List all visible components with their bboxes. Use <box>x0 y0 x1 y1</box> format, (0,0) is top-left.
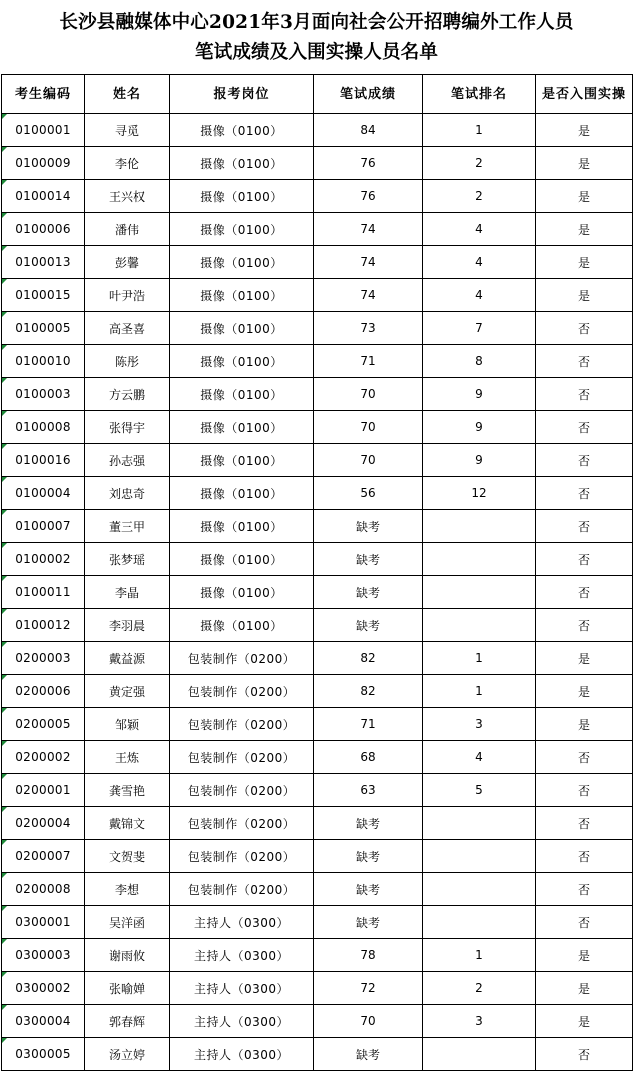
cell-comment-marker <box>2 312 7 317</box>
cell-written-score: 76 <box>314 147 423 180</box>
cell-position: 摄像（0100） <box>170 213 314 246</box>
cell-position: 摄像（0100） <box>170 444 314 477</box>
cell-exam-code <box>2 642 85 675</box>
cell-written-rank: 1 <box>423 675 536 708</box>
exam-code-text: 0100004 <box>15 486 71 500</box>
cell-position: 摄像（0100） <box>170 345 314 378</box>
cell-comment-marker <box>2 114 7 119</box>
cell-position: 摄像（0100） <box>170 477 314 510</box>
cell-written-rank: 2 <box>423 972 536 1005</box>
cell-exam-code <box>2 939 85 972</box>
cell-written-rank: 3 <box>423 708 536 741</box>
cell-exam-code <box>2 411 85 444</box>
exam-code-text: 0100009 <box>15 156 71 170</box>
cell-written-rank <box>423 807 536 840</box>
cell-written-rank: 9 <box>423 378 536 411</box>
cell-shortlisted: 是 <box>536 972 633 1005</box>
cell-exam-code <box>2 543 85 576</box>
results-table <box>1 74 633 1071</box>
cell-name: 郭春辉 <box>85 1005 170 1038</box>
cell-shortlisted: 否 <box>536 609 633 642</box>
cell-position: 摄像（0100） <box>170 609 314 642</box>
cell-exam-code <box>2 774 85 807</box>
cell-shortlisted: 否 <box>536 477 633 510</box>
cell-comment-marker <box>2 642 7 647</box>
table-row <box>2 609 633 642</box>
cell-shortlisted: 否 <box>536 906 633 939</box>
cell-position: 包装制作（0200） <box>170 675 314 708</box>
cell-comment-marker <box>2 444 7 449</box>
cell-shortlisted: 是 <box>536 180 633 213</box>
cell-written-score: 56 <box>314 477 423 510</box>
exam-code-text: 0100002 <box>15 552 71 566</box>
cell-written-score: 71 <box>314 708 423 741</box>
cell-comment-marker <box>2 213 7 218</box>
cell-shortlisted: 否 <box>536 741 633 774</box>
exam-code-text: 0200007 <box>15 849 71 863</box>
cell-written-rank: 4 <box>423 741 536 774</box>
cell-name: 张喻婵 <box>85 972 170 1005</box>
cell-name: 叶尹浩 <box>85 279 170 312</box>
cell-position: 包装制作（0200） <box>170 741 314 774</box>
exam-code-text: 0300003 <box>15 948 71 962</box>
header-written-rank: 笔试排名 <box>423 75 536 114</box>
cell-comment-marker <box>2 378 7 383</box>
cell-exam-code <box>2 246 85 279</box>
table-row <box>2 477 633 510</box>
cell-name: 董三甲 <box>85 510 170 543</box>
exam-code-text: 0300002 <box>15 981 71 995</box>
cell-written-score: 缺考 <box>314 609 423 642</box>
table-row <box>2 378 633 411</box>
cell-exam-code <box>2 147 85 180</box>
cell-written-score: 缺考 <box>314 807 423 840</box>
exam-code-text: 0300005 <box>15 1047 71 1061</box>
cell-written-score: 78 <box>314 939 423 972</box>
cell-exam-code <box>2 378 85 411</box>
cell-name: 戴益源 <box>85 642 170 675</box>
exam-code-text: 0100005 <box>15 321 71 335</box>
cell-comment-marker <box>2 708 7 713</box>
cell-exam-code <box>2 609 85 642</box>
exam-code-text: 0200001 <box>15 783 71 797</box>
cell-written-rank: 2 <box>423 180 536 213</box>
cell-written-score: 73 <box>314 312 423 345</box>
cell-name: 龚雪艳 <box>85 774 170 807</box>
cell-name: 张梦瑶 <box>85 543 170 576</box>
cell-comment-marker <box>2 279 7 284</box>
cell-position: 包装制作（0200） <box>170 840 314 873</box>
cell-written-score: 缺考 <box>314 906 423 939</box>
table-row <box>2 345 633 378</box>
table-row <box>2 510 633 543</box>
cell-exam-code <box>2 873 85 906</box>
cell-name: 寻觅 <box>85 114 170 147</box>
cell-comment-marker <box>2 972 7 977</box>
cell-comment-marker <box>2 774 7 779</box>
table-row <box>2 906 633 939</box>
table-row <box>2 246 633 279</box>
cell-position: 主持人（0300） <box>170 1038 314 1071</box>
cell-shortlisted: 否 <box>536 411 633 444</box>
cell-position: 摄像（0100） <box>170 411 314 444</box>
cell-position: 主持人（0300） <box>170 972 314 1005</box>
table-row <box>2 312 633 345</box>
cell-exam-code <box>2 213 85 246</box>
cell-exam-code <box>2 741 85 774</box>
cell-position: 摄像（0100） <box>170 312 314 345</box>
table-row <box>2 576 633 609</box>
table-row <box>2 543 633 576</box>
cell-shortlisted: 是 <box>536 675 633 708</box>
cell-shortlisted: 否 <box>536 807 633 840</box>
cell-name: 李晶 <box>85 576 170 609</box>
cell-shortlisted: 否 <box>536 444 633 477</box>
cell-comment-marker <box>2 345 7 350</box>
cell-name: 谢雨攸 <box>85 939 170 972</box>
cell-shortlisted: 是 <box>536 939 633 972</box>
cell-written-rank: 1 <box>423 939 536 972</box>
cell-shortlisted: 是 <box>536 147 633 180</box>
cell-written-score: 70 <box>314 1005 423 1038</box>
table-row <box>2 675 633 708</box>
cell-written-score: 缺考 <box>314 510 423 543</box>
cell-position: 摄像（0100） <box>170 543 314 576</box>
cell-exam-code <box>2 279 85 312</box>
exam-code-text: 0200006 <box>15 684 71 698</box>
cell-shortlisted: 是 <box>536 642 633 675</box>
exam-code-text: 0200003 <box>15 651 71 665</box>
cell-written-rank: 9 <box>423 444 536 477</box>
exam-code-text: 0100006 <box>15 222 71 236</box>
exam-code-text: 0200002 <box>15 750 71 764</box>
cell-written-rank: 7 <box>423 312 536 345</box>
exam-code-text: 0200005 <box>15 717 71 731</box>
cell-position: 包装制作（0200） <box>170 807 314 840</box>
cell-shortlisted: 是 <box>536 246 633 279</box>
header-name: 姓名 <box>85 75 170 114</box>
cell-comment-marker <box>2 246 7 251</box>
table-row <box>2 774 633 807</box>
cell-comment-marker <box>2 1038 7 1043</box>
cell-comment-marker <box>2 147 7 152</box>
cell-position: 包装制作（0200） <box>170 708 314 741</box>
cell-written-rank <box>423 1038 536 1071</box>
cell-written-rank: 2 <box>423 147 536 180</box>
cell-written-score: 71 <box>314 345 423 378</box>
cell-shortlisted: 否 <box>536 840 633 873</box>
cell-comment-marker <box>2 939 7 944</box>
cell-shortlisted: 否 <box>536 345 633 378</box>
cell-shortlisted: 是 <box>536 1005 633 1038</box>
cell-name: 潘伟 <box>85 213 170 246</box>
cell-name: 张得宇 <box>85 411 170 444</box>
exam-code-text: 0100007 <box>15 519 71 533</box>
cell-written-rank <box>423 840 536 873</box>
cell-shortlisted: 是 <box>536 213 633 246</box>
cell-shortlisted: 是 <box>536 114 633 147</box>
cell-written-rank: 8 <box>423 345 536 378</box>
table-row <box>2 741 633 774</box>
cell-written-score: 74 <box>314 279 423 312</box>
table-row <box>2 279 633 312</box>
cell-name: 汤立婷 <box>85 1038 170 1071</box>
cell-shortlisted: 否 <box>536 378 633 411</box>
cell-name: 李伦 <box>85 147 170 180</box>
cell-exam-code <box>2 180 85 213</box>
exam-code-text: 0200008 <box>15 882 71 896</box>
table-row <box>2 807 633 840</box>
cell-written-score: 74 <box>314 246 423 279</box>
header-position: 报考岗位 <box>170 75 314 114</box>
table-row <box>2 1038 633 1071</box>
cell-comment-marker <box>2 675 7 680</box>
cell-name: 方云鹏 <box>85 378 170 411</box>
cell-exam-code <box>2 345 85 378</box>
table-row <box>2 840 633 873</box>
exam-code-text: 0100011 <box>15 585 71 599</box>
cell-position: 主持人（0300） <box>170 1005 314 1038</box>
cell-position: 包装制作（0200） <box>170 774 314 807</box>
table-row <box>2 114 633 147</box>
exam-code-text: 0100013 <box>15 255 71 269</box>
cell-written-rank <box>423 609 536 642</box>
cell-written-score: 缺考 <box>314 543 423 576</box>
cell-position: 摄像（0100） <box>170 147 314 180</box>
cell-shortlisted: 否 <box>536 873 633 906</box>
cell-exam-code <box>2 906 85 939</box>
cell-written-score: 缺考 <box>314 873 423 906</box>
exam-code-text: 0100015 <box>15 288 71 302</box>
cell-written-score: 63 <box>314 774 423 807</box>
exam-code-text: 0100010 <box>15 354 71 368</box>
exam-code-text: 0100001 <box>15 123 71 137</box>
exam-code-text: 0100012 <box>15 618 71 632</box>
cell-position: 摄像（0100） <box>170 180 314 213</box>
cell-name: 高圣喜 <box>85 312 170 345</box>
cell-shortlisted: 否 <box>536 774 633 807</box>
cell-written-rank: 12 <box>423 477 536 510</box>
cell-written-rank: 1 <box>423 642 536 675</box>
header-written-score: 笔试成绩 <box>314 75 423 114</box>
table-row <box>2 642 633 675</box>
table-row <box>2 708 633 741</box>
table-row <box>2 939 633 972</box>
exam-code-text: 0100003 <box>15 387 71 401</box>
exam-code-text: 0300004 <box>15 1014 71 1028</box>
cell-written-rank: 5 <box>423 774 536 807</box>
cell-written-score: 缺考 <box>314 576 423 609</box>
cell-name: 吴洋函 <box>85 906 170 939</box>
cell-comment-marker <box>2 807 7 812</box>
table-header-row <box>2 75 633 114</box>
exam-code-text: 0100014 <box>15 189 71 203</box>
cell-position: 摄像（0100） <box>170 378 314 411</box>
cell-written-score: 缺考 <box>314 1038 423 1071</box>
cell-shortlisted: 否 <box>536 576 633 609</box>
cell-exam-code <box>2 708 85 741</box>
cell-written-rank: 9 <box>423 411 536 444</box>
cell-written-rank <box>423 906 536 939</box>
cell-comment-marker <box>2 477 7 482</box>
cell-exam-code <box>2 510 85 543</box>
cell-position: 包装制作（0200） <box>170 873 314 906</box>
cell-comment-marker <box>2 576 7 581</box>
cell-position: 摄像（0100） <box>170 576 314 609</box>
cell-comment-marker <box>2 609 7 614</box>
cell-name: 孙志强 <box>85 444 170 477</box>
cell-comment-marker <box>2 1005 7 1010</box>
cell-name: 文贺斐 <box>85 840 170 873</box>
cell-name: 陈彤 <box>85 345 170 378</box>
cell-position: 包装制作（0200） <box>170 642 314 675</box>
cell-name: 李想 <box>85 873 170 906</box>
cell-position: 摄像（0100） <box>170 510 314 543</box>
exam-code-text: 0300001 <box>15 915 71 929</box>
cell-exam-code <box>2 972 85 1005</box>
cell-position: 摄像（0100） <box>170 246 314 279</box>
cell-written-score: 72 <box>314 972 423 1005</box>
cell-name: 黄定强 <box>85 675 170 708</box>
table-row <box>2 180 633 213</box>
cell-written-rank <box>423 543 536 576</box>
cell-written-score: 82 <box>314 642 423 675</box>
cell-name: 邹颖 <box>85 708 170 741</box>
cell-exam-code <box>2 576 85 609</box>
cell-exam-code <box>2 675 85 708</box>
cell-comment-marker <box>2 906 7 911</box>
cell-written-score: 84 <box>314 114 423 147</box>
cell-position: 主持人（0300） <box>170 939 314 972</box>
cell-written-rank <box>423 873 536 906</box>
cell-exam-code <box>2 114 85 147</box>
cell-shortlisted: 否 <box>536 1038 633 1071</box>
table-row <box>2 213 633 246</box>
cell-written-score: 76 <box>314 180 423 213</box>
header-shortlisted: 是否入围实操 <box>536 75 633 114</box>
cell-comment-marker <box>2 510 7 515</box>
cell-written-rank <box>423 510 536 543</box>
cell-written-rank: 4 <box>423 246 536 279</box>
header-exam-code: 考生编码 <box>2 75 85 114</box>
cell-shortlisted: 是 <box>536 279 633 312</box>
cell-name: 李羽晨 <box>85 609 170 642</box>
cell-name: 王兴权 <box>85 180 170 213</box>
table-body <box>2 114 633 1071</box>
cell-comment-marker <box>2 411 7 416</box>
cell-written-rank: 4 <box>423 279 536 312</box>
cell-exam-code <box>2 1038 85 1071</box>
cell-exam-code <box>2 444 85 477</box>
cell-written-rank: 3 <box>423 1005 536 1038</box>
cell-comment-marker <box>2 543 7 548</box>
title-line-1: 长沙县融媒体中心2021年3月面向社会公开招聘编外工作人员 <box>59 12 574 33</box>
table-row <box>2 411 633 444</box>
title-line-2: 笔试成绩及入围实操人员名单 <box>194 42 439 63</box>
cell-written-rank: 4 <box>423 213 536 246</box>
cell-shortlisted: 否 <box>536 510 633 543</box>
exam-code-text: 0100016 <box>15 453 71 467</box>
exam-code-text: 0200004 <box>15 816 71 830</box>
cell-position: 摄像（0100） <box>170 114 314 147</box>
cell-comment-marker <box>2 840 7 845</box>
cell-comment-marker <box>2 873 7 878</box>
table-row <box>2 444 633 477</box>
cell-written-rank <box>423 576 536 609</box>
exam-code-text: 0100008 <box>15 420 71 434</box>
cell-comment-marker <box>2 741 7 746</box>
table-row <box>2 972 633 1005</box>
cell-shortlisted: 否 <box>536 312 633 345</box>
cell-exam-code <box>2 312 85 345</box>
cell-exam-code <box>2 1005 85 1038</box>
cell-written-score: 70 <box>314 378 423 411</box>
cell-shortlisted: 是 <box>536 708 633 741</box>
cell-written-score: 70 <box>314 444 423 477</box>
cell-name: 戴锦文 <box>85 807 170 840</box>
cell-written-rank: 1 <box>423 114 536 147</box>
cell-comment-marker <box>2 180 7 185</box>
document-title <box>0 0 633 74</box>
cell-exam-code <box>2 807 85 840</box>
cell-written-score: 70 <box>314 411 423 444</box>
cell-name: 刘忠奇 <box>85 477 170 510</box>
cell-written-score: 82 <box>314 675 423 708</box>
cell-written-score: 缺考 <box>314 840 423 873</box>
cell-written-score: 68 <box>314 741 423 774</box>
cell-written-score: 74 <box>314 213 423 246</box>
table-row <box>2 1005 633 1038</box>
table-row <box>2 873 633 906</box>
cell-exam-code <box>2 477 85 510</box>
cell-position: 主持人（0300） <box>170 906 314 939</box>
cell-position: 摄像（0100） <box>170 279 314 312</box>
cell-shortlisted: 否 <box>536 543 633 576</box>
cell-name: 王炼 <box>85 741 170 774</box>
cell-exam-code <box>2 840 85 873</box>
table-row <box>2 147 633 180</box>
cell-name: 彭馨 <box>85 246 170 279</box>
